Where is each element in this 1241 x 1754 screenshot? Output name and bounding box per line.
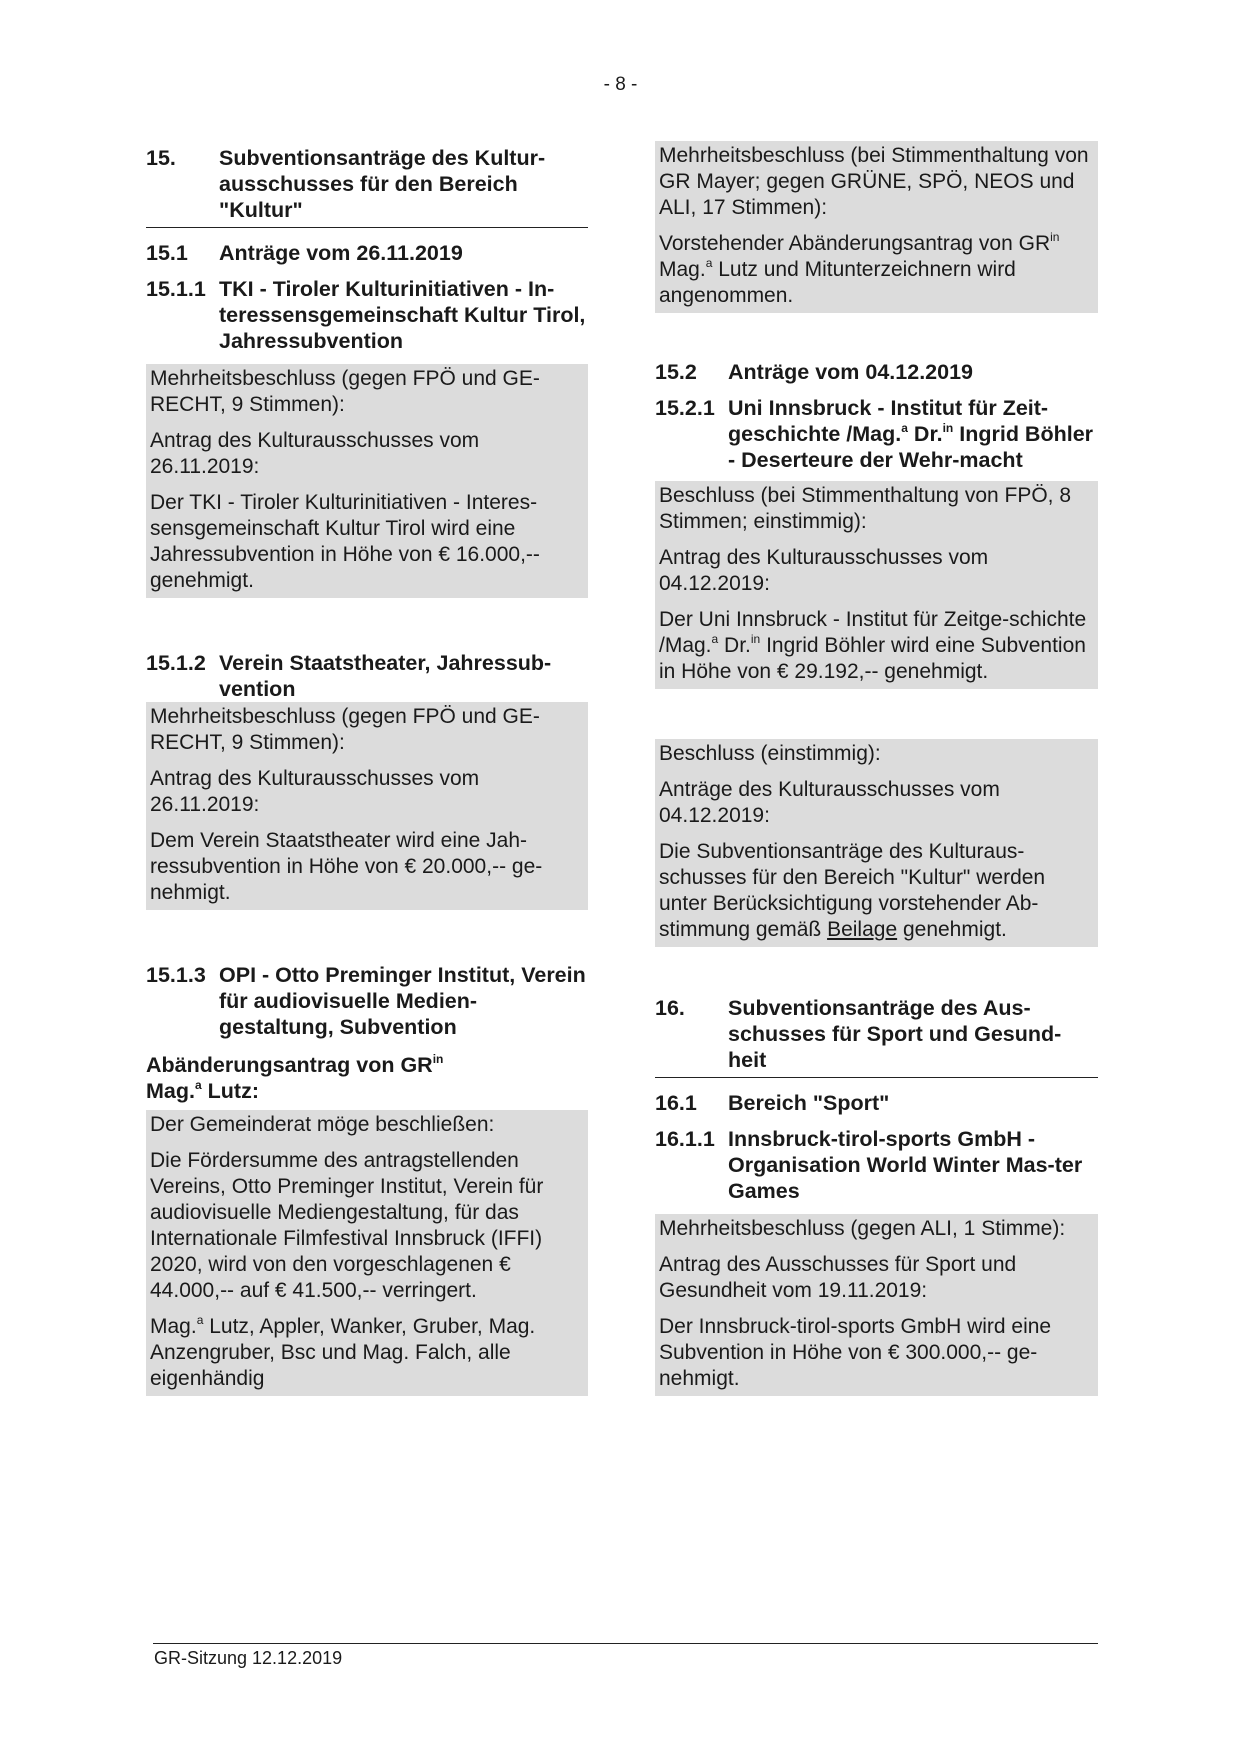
motion-reference: Antrag des Kulturausschusses vom 26.11.2019: <box>150 429 480 478</box>
left-column <box>146 145 588 1396</box>
motion-reference: Antrag des Kulturausschusses vom 04.12.2019: <box>659 546 989 595</box>
section-number: 16. <box>655 996 685 1020</box>
section-number: 15.1.2 <box>146 651 206 675</box>
section-number: 15.2 <box>655 360 697 384</box>
section-number: 15.1.1 <box>146 277 206 301</box>
motion-reference: Antrag des Ausschusses für Sport und Gesundheit vom 19.11.2019: <box>659 1253 1017 1302</box>
amendment-heading: Abänderungsantrag von $GR^{in}$ Mag.$^a$ Lutz: <box>146 1052 444 1103</box>
section-number: 15.1 <box>146 241 188 265</box>
footer-text: GR-Sitzung 12.12.2019 <box>154 1648 343 1668</box>
resolution-text: Der Uni Innsbruck - Institut für Zeitge-schichte /Mag.$^a$ Dr.$^{in}$ Ingrid Böhler wird eine Subvention in Höhe von € 29.192,-- genehmigt. <box>659 608 1087 683</box>
footer-divider <box>153 1643 1098 1644</box>
section-15-2-1-heading <box>655 395 1098 473</box>
section-number: 15.1.3 <box>146 963 206 987</box>
amendment-text: Die Fördersumme des antragstellenden Vereins, Otto Preminger Institut, Verein für audiovisuelle Mediengestaltung, für das Internationale Filmfestival Innsbruck (IFFI) 2020, wird von den vorgeschlagenen € 44.000,-- auf € 41.500,-- verringert. <box>150 1149 544 1302</box>
attachment-link[interactable]: Beilage <box>827 918 898 941</box>
section-number: 15.2.1 <box>655 396 715 420</box>
section-title: Innsbruck-tirol-sports GmbH - Organisation World Winter Mas-ter Games <box>728 1127 1083 1203</box>
overall-resolution-box <box>655 739 1098 947</box>
resolution-text: Dem Verein Staatstheater wird eine Jah-ressubvention in Höhe von € 20.000,-- ge-nehmigt. <box>150 829 543 904</box>
section-title: Anträge vom 04.12.2019 <box>728 360 973 384</box>
amendment-result-text: Vorstehender Abänderungsantrag von $GR^{in}$ Mag.$^a$ Lutz und Mitunterzeichnern wird angenommen. <box>659 230 1060 307</box>
resolution-text: Der TKI - Tiroler Kulturinitiativen - Interes-sensgemeinschaft Kultur Tirol wird eine Jahressubvention in Höhe von € 16.000,-- genehmigt. <box>150 491 540 592</box>
section-16-1-heading <box>655 1090 1098 1116</box>
section-title: Verein Staatstheater, Jahressub-vention <box>219 651 552 701</box>
section-15-1-heading <box>146 240 588 266</box>
section-title: Bereich "Sport" <box>728 1091 890 1115</box>
resolution-box <box>146 702 588 910</box>
vote-result: Mehrheitsbeschluss (gegen FPÖ und GE-RECHT, 9 Stimmen): <box>150 367 540 416</box>
vote-result: Beschluss (einstimmig): <box>659 742 881 765</box>
signatories: Mag.$^a$ Lutz, Appler, Wanker, Gruber, Mag. Anzengruber, Bsc und Mag. Falch, alle eigenhändig <box>150 1313 536 1390</box>
resolution-box <box>655 481 1098 689</box>
vote-result: Mehrheitsbeschluss (bei Stimmenthaltung von GR Mayer; gegen GRÜNE, SPÖ, NEOS und ALI, 17 Stimmen): <box>659 144 1089 219</box>
resolution-box <box>655 1214 1098 1396</box>
section-15-heading <box>146 145 588 228</box>
section-title: Anträge vom 26.11.2019 <box>219 241 463 265</box>
vote-result: Mehrheitsbeschluss (gegen ALI, 1 Stimme): <box>659 1217 1066 1240</box>
section-title: OPI - Otto Preminger Institut, Verein für audiovisuelle Medien-gestaltung, Subvention <box>219 963 586 1039</box>
section-16-1-1-heading <box>655 1126 1098 1204</box>
section-16-heading <box>655 995 1098 1078</box>
motion-reference: Anträge des Kulturausschusses vom 04.12.2019: <box>659 778 1000 827</box>
section-15-1-2-heading <box>146 650 588 702</box>
amendment-result-box <box>655 141 1098 313</box>
section-15-1-3-heading <box>146 962 588 1040</box>
section-title: Subventionsanträge des Aus-schusses für Sport und Gesund-heit <box>728 996 1062 1072</box>
resolution-text: Die Subventionsanträge des Kulturaus-schusses für den Bereich "Kultur" werden unter Berücksichtigung vorstehender Ab-stimmung gemäß Beilage genehmigt. <box>659 840 1046 941</box>
right-column <box>655 145 1098 1396</box>
vote-result: Beschluss (bei Stimmenthaltung von FPÖ, 8 Stimmen; einstimmig): <box>659 484 1072 533</box>
section-title: Uni Innsbruck - Institut für Zeit-geschichte /Mag.$^a$ Dr.$^{in}$ Ingrid Böhler - Deserteure der Wehr-macht <box>728 396 1094 472</box>
resolution-box <box>146 364 588 598</box>
amendment-box <box>146 1110 588 1396</box>
section-number: 16.1.1 <box>655 1127 715 1151</box>
resolution-text: Der Innsbruck-tirol-sports GmbH wird eine Subvention in Höhe von € 300.000,-- ge-nehmigt. <box>659 1315 1052 1390</box>
section-15-1-1-heading <box>146 276 588 354</box>
section-15-2-heading <box>655 359 1098 385</box>
section-number: 15. <box>146 146 176 170</box>
motion-reference: Antrag des Kulturausschusses vom 26.11.2019: <box>150 767 480 816</box>
section-title: Subventionsanträge des Kultur-ausschusses für den Bereich "Kultur" <box>219 146 546 222</box>
section-number: 16.1 <box>655 1091 697 1115</box>
page-number: - 8 - <box>603 74 638 95</box>
section-title: TKI - Tiroler Kulturinitiativen - In-teressensgemeinschaft Kultur Tirol, Jahressubvention <box>219 277 586 353</box>
amendment-intro: Der Gemeinderat möge beschließen: <box>150 1113 495 1136</box>
vote-result: Mehrheitsbeschluss (gegen FPÖ und GE-RECHT, 9 Stimmen): <box>150 705 540 754</box>
